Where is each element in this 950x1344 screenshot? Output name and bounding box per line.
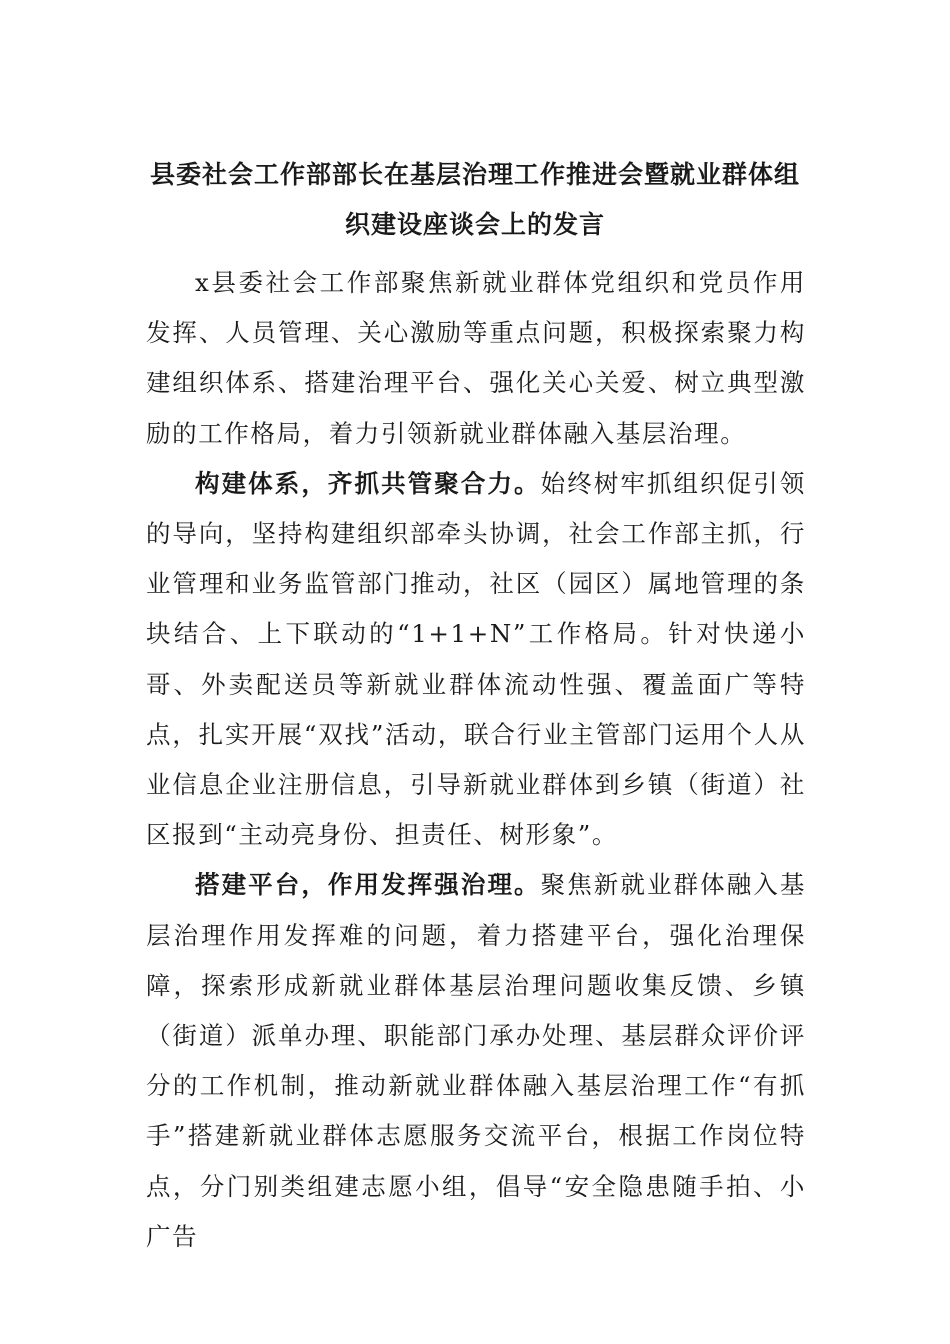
paragraph-intro bbox=[146, 258, 806, 459]
paragraph-build-platform bbox=[146, 860, 806, 1262]
paragraph-text: x县委社会工作部聚焦新就业群体党组织和党员作用发挥、人员管理、关心激励等重点问题，积极探索聚力构建组织体系、搭建治理平台、强化关心关爱、树立典型激励的工作格局，着力引领新就业群体融入基层治理。 bbox=[146, 268, 806, 448]
title-line-2: 织建设座谈会上的发言 bbox=[344, 210, 605, 239]
paragraph-build-system bbox=[146, 459, 806, 861]
paragraph-lead: 构建体系，齐抓共管聚合力。 bbox=[195, 468, 541, 498]
paragraph-text: 始终树牢抓组织促引领的导向，坚持构建组织部牵头协调，社会工作部主抓，行业管理和业务监管部门推动，社区（园区）属地管理的条块结合、上下联动的“1+1+N”工作格局。针对快递小哥、外卖配送员等新就业群体流动性强、覆盖面广等特点，扎实开展“双找”活动，联合行业主管部门运用个人从业信息企业注册信息，引导新就业群体到乡镇（街道）社区报到“主动亮身份、担责任、树形象”。 bbox=[146, 468, 806, 850]
paragraph-lead: 搭建平台，作用发挥强治理。 bbox=[195, 870, 541, 900]
document-title bbox=[140, 150, 810, 250]
document-body bbox=[146, 258, 806, 1262]
title-line-1: 县委社会工作部部长在基层治理工作推进会暨就业群体组 bbox=[149, 160, 800, 189]
paragraph-text: 聚焦新就业群体融入基层治理作用发挥难的问题，着力搭建平台，强化治理保障，探索形成新就业群体基层治理问题收集反馈、乡镇（街道）派单办理、职能部门承办处理、基层群众评价评分的工作机制，推动新就业群体融入基层治理工作“有抓手”搭建新就业群体志愿服务交流平台，根据工作岗位特点，分门别类组建志愿小组，倡导“安全隐患随手拍、小广告 bbox=[146, 870, 806, 1251]
